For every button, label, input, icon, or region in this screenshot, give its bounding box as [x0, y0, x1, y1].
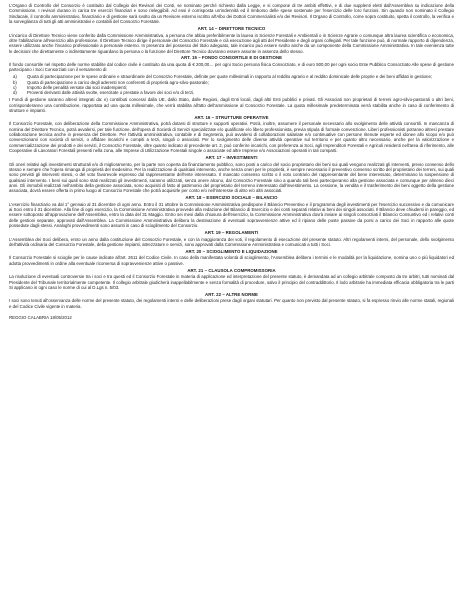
art21-body-paragraph: La risoluzione di eventuali controversie tra i soci e tra questi ed il Consorzio Forestale in materia di applicazione ed interpretazione del presente statuto, è demandata ad un collegio arbitrale composto da tre arbitri, tutti nominati dal Presidente del Tribunale territorialmente competente. Il collegio arbitrale giudicherà inappellabilmente e senza formalità di procedure, salvo il principio del contraddittorio. Il lodo arbitrale ha immediata efficacia obbligatoria tra le parti Si applicano in ogni caso le norme di cui al D.Lgs n. 5/03.: [9, 274, 454, 290]
art17-title: ART. 17 – INVESTIMENTI: [205, 155, 258, 161]
art15-list: [9, 74, 454, 95]
art18-body-paragraph: L'esercizio finanziario va dal 1° gennaio al 31 dicembre di ogni anno. Entro il 31 ottobre la Commissione Amministrativa predispone il Bilancio Preventivo e il programma degli investimenti per l'esercizio successivo e da comunicare ai Soci entro il 31 dicembre. Alla fine di ogni esercizio, la Commissione Amministrativa provvede alla redazione del Bilancio di Esercizio e dei conti separati relativi ai beni dei singoli associati. Il Bilancio deve chiudersi in pareggio, ed essere sottoposto all'approvazione dell'Assemblea, entro la data del 31 Maggio. Entro sei mesi dalla chiusura dell'esercizio, la Commissione Amministrativa dovrà inviare ai singoli consorziati il Bilancio Consuntivo ed i relativi conti delle gestioni separate, approvati dall'Assemblea. La Commissione Amministrativa delibera la destinazione di eventuali sopravvenienze attive ed il ripiano delle poste passive da porsi a carico dei Soci in rapporto alle quote possedute dagli stessi. Analoghi provvedimenti sono assunti in caso di scioglimento del Consorzio.: [9, 201, 454, 229]
art22-body-paragraph: I soci sono tenuti all'osservanza delle norme del presente statuto, dei regolamenti interni e delle deliberazioni prese dagli organi statutari. Per quanto non previsto dal presente statuto, si fa espresso rinvio alle norme statali, regionali e del Codice Civile vigente in materia.: [9, 298, 454, 309]
art15-intro-paragraph: Il fondo consortile nel rispetto delle norme stabilite dal codice civile è costituito da una quota di € 200,00… per ogni Socio persona fisica Consorziato, e di euro 500,00 per ogni socio Ente Pubblico Consorziato Alle spese di gestione partecipano i Soci Consorziati con il versamento di:: [9, 62, 454, 73]
art20-body-paragraph: Il Consorzio Forestale si scioglie per le cause indicate all'art. 2611 del Codice Civile. In caso della manifestata volontà di scioglimento, l'Assemblea delibera i termini e le modalità per la liquidazione, nomina uno o più liquidatori ed adotta provvedimenti in ordine alla eventuale ricomersa di sopravvenienze attive o passive.: [9, 255, 454, 266]
list-item-text: Proventi derivanti dalle attività svolte, esercitate o prestate a favore dei soci e/o di terzi,: [27, 90, 195, 96]
list-marker: a): [13, 74, 17, 80]
art17-body-paragraph: Gli oneri relativi agli investimenti strutturali e/o di miglioramento, per la parte non coperta da finanziamento pubblico, sono posti a carico del socio proprietario dei beni sui quali vengono realizzati gli interventi, previo consenso dello stesso e sempre che l'opera rimanga di proprietà del medesimo. Per la realizzazione di qualsiasi intervento, anche senza oneri per le proprietà, è sempre necessario il preventivo consenso scritto del proprietario dei terreni, sui quali sono previsti gli interventi stessi, o del voto favorevole espresso dal rappresentante dell'ente interessato. Il mancato consenso scritto o il voto contrario del rappresentante del bene interessato, determinano la sospensione di qualsiasi intervento. I beni sui quali sono stati realizzati gli investimenti, saranno utilizzati, senza onere alcuno, dal Consorzio Forestale sino a quando tali beni parteciperanno alla gestione associata e comunque per almeno dieci anni. Gli immobili realizzati nell'ambito della gestione associata, sono acquisiti di fatto al patrimonio del proprietario del terreno interessato dall'investimento. La cessione, la vendita e il trasferimento dei beni oggetto della gestione associata, dovrà essere offerta in primo luogo al Consorzio Forestale che potrà acquisirle per conto e/o nell'interesse di altro e/o altri associati.: [9, 161, 454, 194]
art14-title: ART. 14 – DIRETTORE TECNICO: [197, 25, 266, 31]
art19-body-paragraph: L'Assemblea dei Soci delibera, entro un anno dalla costituzione del Consorzio Forestale, e con la maggioranza dei voti, il regolamento di esecuzione del presente statuto. Altri regolamenti interni, del personale, dello svolgimento dell'attività ordinaria del Consorzio Forestale, della gestione impianti, attrezzature e servizi, sono approvati dalla Commissione Amministrativa e comunicati a tutti i Soci.: [9, 236, 454, 247]
art21-title: ART. 21 – CLAUSOLA COMPROMISSORIA: [187, 267, 276, 273]
art15-title: ART. 15 – FONDO CONSORTILE E DI GESTIONE: [180, 55, 283, 61]
art15-body-paragraph: I Fondi di gestione saranno altresì integrati da: e) contributi concessi dalla UE, dallo Stato, dalle Regioni, dagli Enti locali, dagli altri Enti pubblici e privati. Gli Associati non proprietari di terreni agro-silvo-pastorali o altri beni, corrisponderanno una contribuzione, rapportata ad una quota millesimale, che verrà stabilita all'atto dell'ammissione al Consorzio Forestale. La quota millesimale predeterminata verrà stabilita anche in caso di conferimento di strutture e impianti.: [9, 97, 454, 113]
list-item-text: Quota di partecipazione per le spese ordinarie e straordinarie del Consorzio Forestale, definite per quote millesimali in rapporto al reddito agrario e al reddito dominicale delle proprie e dei beni affidati in gestione;: [27, 74, 433, 80]
art22-title: ART. 22 – ALTRE NORME: [205, 291, 258, 297]
art16-title: ART. 16 – STRUTTURE OPERATIVE: [194, 114, 269, 120]
place-date-footer: REGGIO CALABRIA 18/05/2012: [9, 315, 72, 321]
list-item-text: Quota di partecipazione a carico degli aderenti non conferenti di proprietà agro-silvo-pastorale;: [27, 79, 209, 85]
art18-title: ART. 18 – ESERCIZIO SOCIALE – BILANCIO: [185, 195, 278, 201]
art14-body-paragraph: L'incarico di Direttore Tecnico viene conferito dalla Commissione Amministrativa, a persona che abbia preferibilmente la laurea in Scienze Forestali e Ambientali o in Scienze Agrarie o comunque altra laurea scientifica o economica, oltre l'abilitazione all'esercizio alla professione. Il Direttore Tecnico dirige il personale del Consorzio Forestale e cià esecuzione agli atti del Presidente e degli organi collegiali. Per tale funzione può, di normale rapporto di dipendenza, essere utilizzato anche l'incarico professionale a personale esterno. In presenza del possesso del titolo adeguato, tale incarico può essere svolto anche da un componente della Commissione Amministrativa. In tale evenienza tutte le decisioni che direttamente o indirettamente riguardano la persona o la funzione del Direttore Tecnico dovranno essere assunte in assenza dello stesso.: [9, 32, 454, 54]
list-item: [9, 90, 454, 95]
list-marker: d): [13, 90, 17, 96]
list-marker: c): [13, 84, 17, 90]
art20-title: ART. 20 – SCIOGLIMENTO E LIQUIDAZIONE: [185, 248, 278, 254]
art19-title: ART. 19 – REGOLAMENTI: [204, 230, 259, 236]
list-marker: b): [13, 79, 17, 85]
list-item-text: Importo delle penalità versate dai soci inadempienti;: [27, 84, 127, 90]
art16-body-paragraph: Il Consorzio Forestale, con deliberazione della Commissione Amministrativa, potrà dotarsi di strutture e supporti operativi. Potrà, inoltre, assumere il personale necessario allo svolgimento delle attività consortili. In mancanza di nomina del Direttore Tecnico, potrà avvalersi, per tale funzione, dell'opera di Società di Servizi specializzate e/o qualificate e/o libero professionista, previa stipula di formale convenzione. Liberi professionisti potranno altresì prestare collaborazione tecnica anche in presenza del Direttore. Per l'attività amministrativa, contabile e di Segreteria, può avvalersi di collaborazioni salariate e/o continuative con persone ritenute esperte ed idonee allo scopo e/o può convenzionarsi con società di servizi, o affidare incarichi e compiti a terzi, singoli o associati. Per lo svolgimento delle diverse attività operative sul territorio e per quanto altro necessario, anche per la valorizzazione e commercializzazione dei prodotti e dei servizi, il Consorzio Forestale, oltre quanto indicato al precedente art. 2, può conferire incarichi, con preferenza ai Soci, agli Imprenditori Forestali e Agricoli residenti nell'area di riferimento, alle Cooperative di Lavoratori Forestali presenti nella zona, alle Imprese di Utilizzazione Forestali singole o associate ed altre Imprese e/o Associazioni operanti in tali comparti.: [9, 121, 454, 154]
art14-intro-paragraph: L'Organo di Controllo del Consorzio è costituito dal Collegio dei Revisori dei Conti, se nominato perché richiesto dalla Legge, e si compone di tre ambiti effettivi, e di due supplenti eletti dall'Assemblea su indicazione della Commissione. I revisori durano in carica tre esercizi finanziari e sono rieleggibili. Ad essi è corrisposta un'indennità ed il rimborso delle spese sostenute per l'esercizio delle loro funzioni. Sin quando non nominato il Collegio Sindacale, il controllo amministrativo, finanziario e di gestione sarà svolto da un Revisore esterno iscritto all'Albo dei Dottori Commercialisti e/o dei Revisori. Il Organo di Controllo, come sopra costituito, spetta il controllo, la verifica e la sorveglianza di tutti gli atti amministrativi e contabili del Consorzio Forestale.: [9, 3, 454, 25]
